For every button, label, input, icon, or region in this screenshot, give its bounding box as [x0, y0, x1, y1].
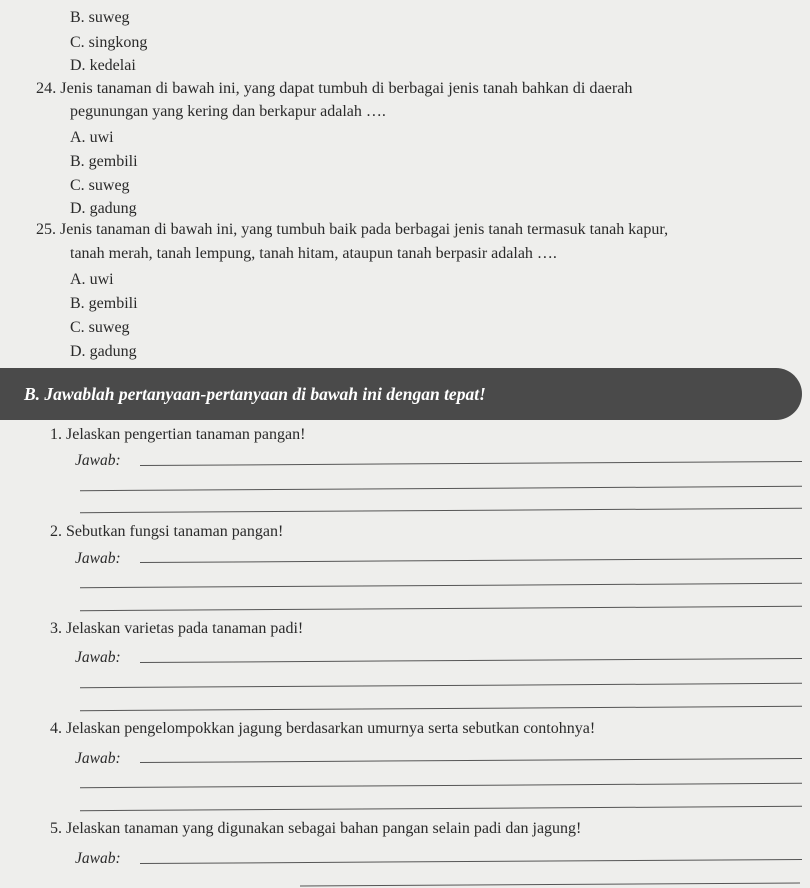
essay-3-answer-line-2 — [80, 683, 802, 688]
q24-option-c: C. suweg — [70, 177, 130, 194]
q24-option-d: D. gadung — [70, 200, 137, 217]
essay-question-3: 3. Jelaskan varietas pada tanaman padi! — [50, 620, 304, 637]
essay-3-answer-line-1 — [140, 658, 802, 663]
option-d: D. kedelai — [70, 57, 136, 74]
essay-1-answer-line-3 — [80, 508, 802, 513]
essay-question-5: 5. Jelaskan tanaman yang digunakan sebagai bahan pangan selain padi dan jagung! — [50, 820, 582, 837]
question-24-line2: pegunungan yang kering dan berkapur adalah …. — [70, 103, 386, 120]
essay-5-answer-label: Jawab: — [75, 850, 121, 867]
essay-1-answer-line-1 — [140, 461, 802, 466]
essay-2-answer-line-1 — [140, 558, 802, 563]
q25-option-c: C. suweg — [70, 319, 130, 336]
essay-1-answer-line-2 — [80, 486, 802, 491]
essay-4-answer-line-3 — [80, 806, 802, 811]
section-b-banner — [0, 368, 802, 420]
essay-1-answer-label: Jawab: — [75, 452, 121, 469]
essay-question-2: 2. Sebutkan fungsi tanaman pangan! — [50, 523, 284, 540]
essay-3-answer-label: Jawab: — [75, 649, 121, 666]
essay-2-answer-line-3 — [80, 606, 802, 611]
essay-3-answer-line-3 — [80, 706, 802, 711]
essay-4-answer-label: Jawab: — [75, 750, 121, 767]
essay-question-4: 4. Jelaskan pengelompokkan jagung berdasarkan umurnya serta sebutkan contohnya! — [50, 720, 596, 737]
essay-4-answer-line-1 — [140, 758, 802, 763]
essay-5-answer-line-2 — [300, 882, 800, 886]
q24-option-b: B. gembili — [70, 153, 138, 170]
question-25-line1: 25. Jenis tanaman di bawah ini, yang tumbuh baik pada berbagai jenis tanah termasuk tanah kapur, — [36, 221, 669, 238]
q24-option-a: A. uwi — [70, 129, 114, 146]
q25-option-a: A. uwi — [70, 271, 114, 288]
question-25-line2: tanah merah, tanah lempung, tanah hitam, ataupun tanah berpasir adalah …. — [70, 245, 557, 262]
option-c: C. singkong — [70, 34, 148, 51]
essay-2-answer-line-2 — [80, 583, 802, 588]
essay-question-1: 1. Jelaskan pengertian tanaman pangan! — [50, 426, 306, 443]
q25-option-d: D. gadung — [70, 343, 137, 360]
q25-option-b: B. gembili — [70, 295, 138, 312]
essay-4-answer-line-2 — [80, 783, 802, 788]
question-24-line1: 24. Jenis tanaman di bawah ini, yang dapat tumbuh di berbagai jenis tanah bahkan di daerah — [36, 79, 633, 97]
essay-2-answer-label: Jawab: — [75, 550, 121, 567]
option-b: B. suweg — [70, 9, 130, 26]
essay-5-answer-line-1 — [140, 859, 802, 864]
section-b-title: B. Jawablah pertanyaan-pertanyaan di bawah ini dengan tepat! — [24, 383, 486, 404]
